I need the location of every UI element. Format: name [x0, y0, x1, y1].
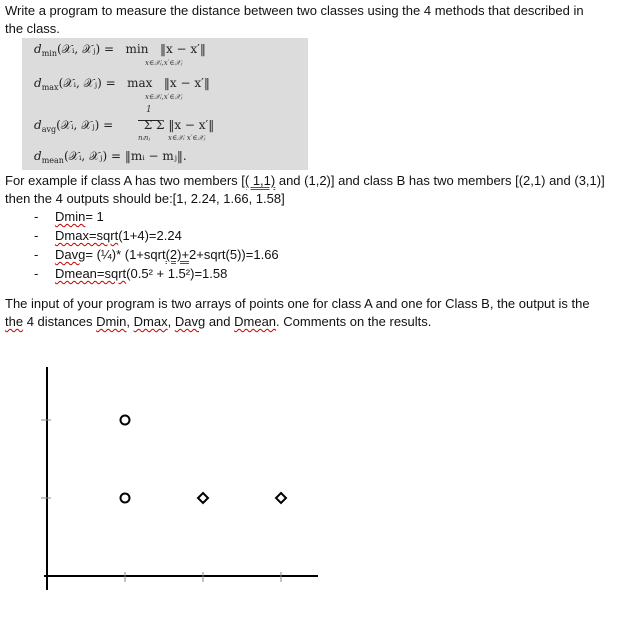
davg-denominator: nᵢnⱼ: [138, 134, 151, 142]
dmin-formula: $d_{min}(𝒳ᵢ$, 𝒳ⱼ) = min ‖x − x′‖: [34, 42, 206, 58]
bullet-dmin: Dmin= 1: [55, 209, 104, 224]
class-a-point: [121, 494, 130, 503]
dmax-under: x∈𝒳ᵢ,x′∈𝒳ⱼ: [145, 93, 183, 101]
example-line-2: then the 4 outputs should be:[1, 2.24, 1.66, 1.58]: [5, 191, 285, 206]
davg-numerator: 1: [146, 105, 152, 115]
bullet-davg: Davg= (¼)* (1+sqrt(2)+2+sqrt(5))=1.66: [55, 247, 279, 262]
davg-formula: $d_{avg}(𝒳ᵢ$, 𝒳ⱼ) = Σ Σ ‖x − x′‖: [34, 118, 215, 134]
davg-under: x∈𝒳ᵢ x′∈𝒳ⱼ: [168, 134, 206, 142]
class-b-point: [198, 493, 208, 503]
bullet-dmax: Dmax=sqrt(1+4)=2.24: [55, 228, 182, 243]
dmean-formula: $d_{mean}(𝒳ᵢ$, 𝒳ⱼ) = ‖mᵢ − mⱼ‖.: [34, 149, 187, 165]
intro-line-1: Write a program to measure the distance between two classes using the 4 methods that described in: [5, 3, 584, 18]
bullet-marker: -: [34, 209, 39, 224]
dmax-formula: $d_{max}(𝒳ᵢ$, 𝒳ⱼ) = max ‖x − x′‖: [34, 76, 210, 92]
example-line-1: For example if class A has two members [( 1,1) and (1,2)] and class B has two members [(2,1) and (3,1)]: [5, 173, 605, 188]
bullet-dmean: Dmean=sqrt(0.5² + 1.5²)=1.58: [55, 266, 228, 281]
class-b-point: [276, 493, 286, 503]
outro-line-1: The input of your program is two arrays of points one for class A and one for Class B, the output is the: [5, 296, 590, 311]
dmin-under: x∈𝒳ᵢ,x′∈𝒳ⱼ: [145, 59, 183, 67]
class-a-point: [121, 416, 130, 425]
outro-line-2: the 4 distances Dmin, Dmax, Davg and Dmean. Comments on the results.: [5, 314, 432, 329]
bullet-marker: -: [34, 228, 39, 243]
intro-line-2: the class.: [5, 21, 60, 36]
bullet-marker: -: [34, 266, 39, 281]
bullet-marker: -: [34, 247, 39, 262]
